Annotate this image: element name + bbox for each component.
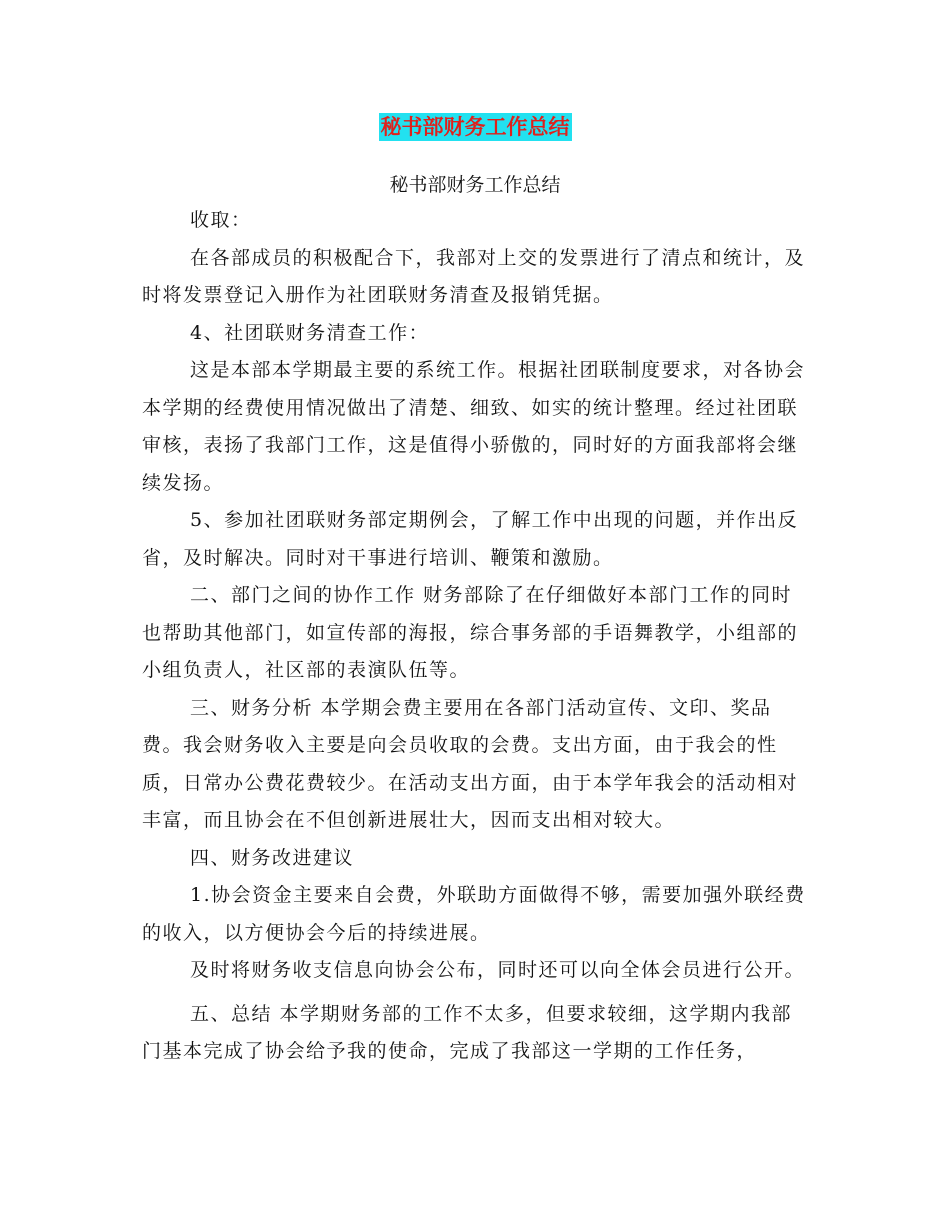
- paragraph-suggestion-publish: 及时将财务收支信息向协会公布，同时还可以向全体会员进行公开。: [190, 959, 806, 981]
- paragraph-section-2-cooperation: 二、部门之间的协作工作 财务部除了在仔细做好本部门工作的同时也帮助其他部门，如宣传部的海报，综合事务部的手语舞教学，小组部的小组负责人，社区部的表演队伍等。: [142, 584, 799, 681]
- paragraph-section-3-analysis: 三、财务分析 本学期会费主要用在各部门活动宣传、文印、奖品费。我会财务收入主要是向会员收取的会费。支出方面，由于我会的性质，日常办公费花费较少。在活动支出方面，由于本学年我会的活动相对丰富，而且协会在不但创新进展壮大，因而支出相对较大。: [142, 696, 799, 831]
- title-container: [0, 113, 950, 141]
- paragraph-section-5-summary: 五、总结 本学期财务部的工作不太多，但要求较细，这学期内我部门基本完成了协会给予我的使命，完成了我部这一学期的工作任务，: [142, 1002, 793, 1062]
- paragraph-receipt-heading: 收取：: [190, 209, 252, 231]
- paragraph-section-4-heading: 四、财务改进建议: [190, 846, 355, 869]
- document-subtitle: 秘书部财务工作总结: [389, 174, 561, 196]
- paragraph-audit-work: 这是本部本学期最主要的系统工作。根据社团联制度要求，对各协会本学期的经费使用情况做出了清楚、细致、如实的统计整理。经过社团联审核，表扬了我部门工作，这是值得小骄傲的，同时好的方面我部将会继续发扬。: [142, 359, 806, 494]
- paragraph-invoice-count: 在各部成员的积极配合下，我部对上交的发票进行了清点和统计，及时将发票登记入册作为社团联财务清查及报销凭据。: [142, 246, 806, 306]
- paragraph-item-4-heading: 4、社团联财务清查工作：: [190, 321, 430, 344]
- document-body: [142, 202, 807, 1071]
- paragraph-item-5-meetings: 5、参加社团联财务部定期例会，了解工作中出现的问题，并作出反省，及时解决。同时对干事进行培训、鞭策和激励。: [142, 509, 799, 569]
- paragraph-suggestion-1: 1.协会资金主要来自会费，外联助方面做得不够，需要加强外联经费的收入，以方便协会今后的持续进展。: [142, 884, 806, 944]
- document-title: 秘书部财务工作总结: [380, 114, 570, 139]
